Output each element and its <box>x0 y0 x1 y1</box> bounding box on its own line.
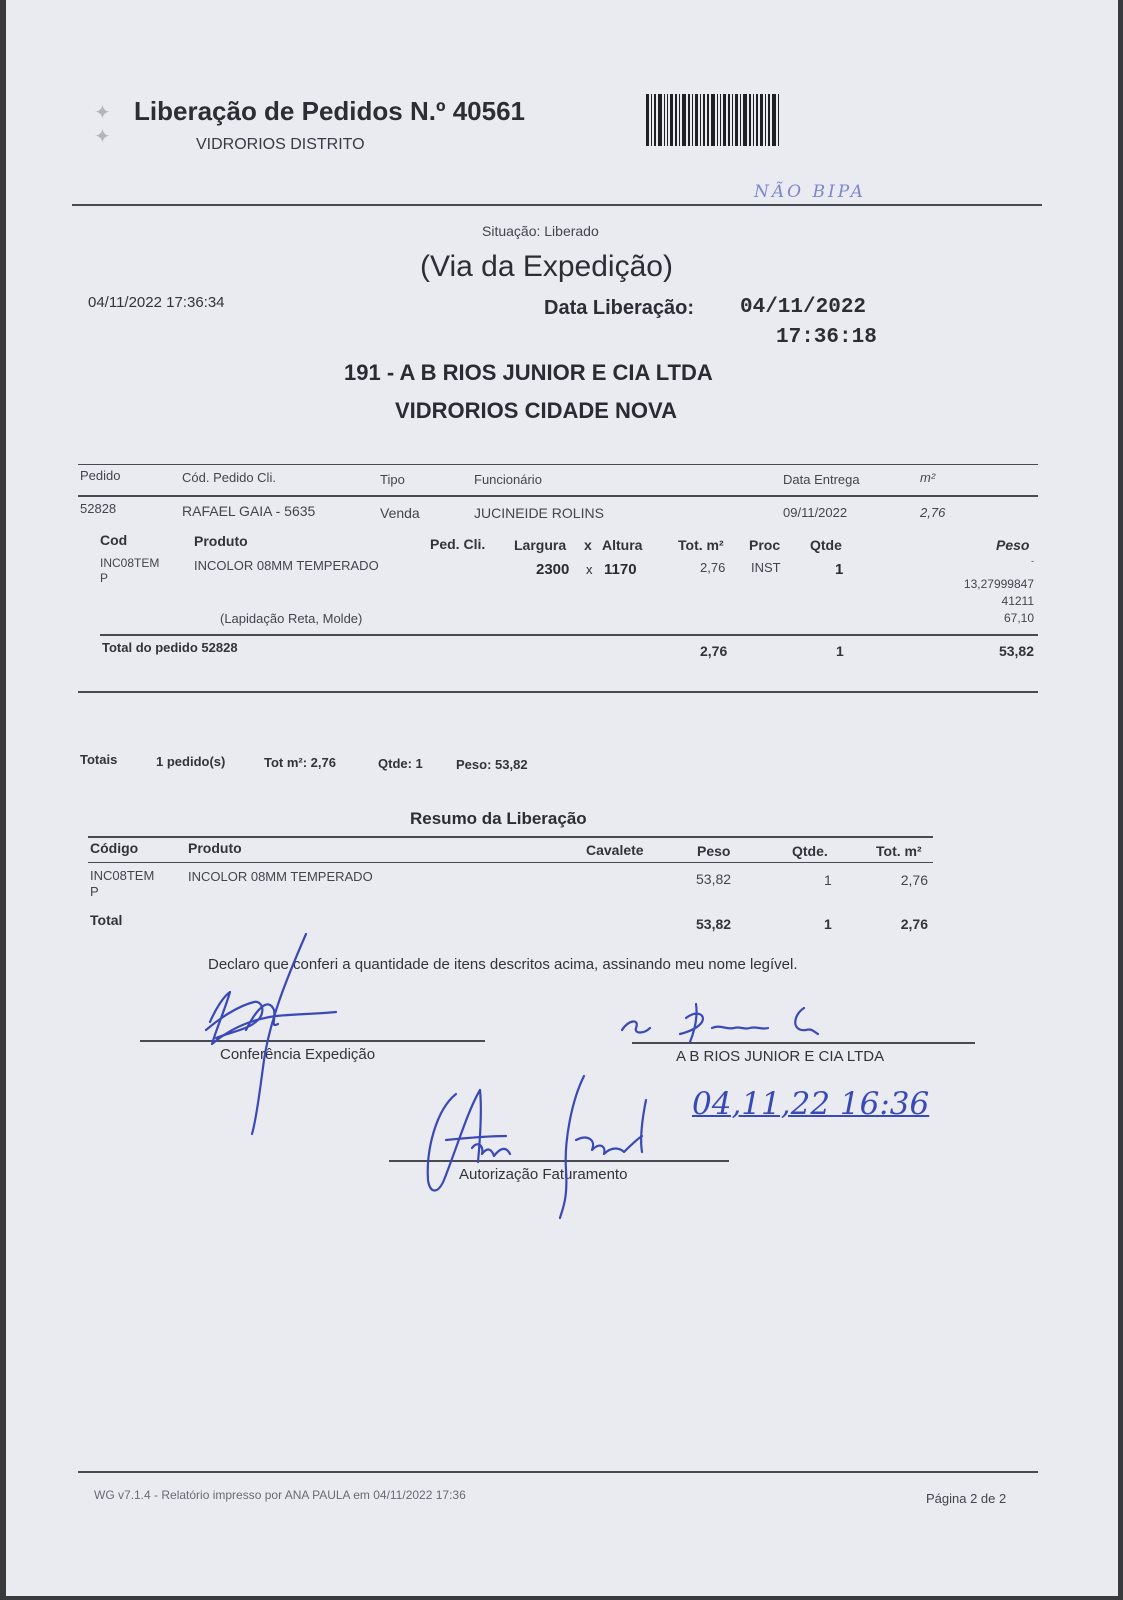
summary-col-cavalete: Cavalete <box>586 842 644 858</box>
item-processing: (Lapidação Reta, Molde) <box>220 611 363 626</box>
branch-name: VIDRORIOS DISTRITO <box>196 136 365 153</box>
barcode-bar <box>667 94 668 146</box>
footer-printed-by: WG v7.1.4 - Relatório impresso por ANA PAULA em 04/11/2022 17:36 <box>94 1488 466 1502</box>
item-weight-line2: 41211 <box>1001 594 1034 608</box>
barcode-bar <box>658 94 662 146</box>
item-col-proc: Proc <box>749 537 781 553</box>
totals-weight: Peso: 53,82 <box>456 757 528 772</box>
barcode-bar <box>778 94 779 146</box>
totals-orders: 1 pedido(s) <box>156 754 226 769</box>
col-tipo-label: Tipo <box>380 472 405 487</box>
summary-weight: 53,82 <box>696 871 732 887</box>
footer-page: Página 2 de 2 <box>926 1491 1007 1506</box>
summary-col-qtde: Qtde. <box>792 843 828 859</box>
summary-total-weight: 53,82 <box>696 916 732 932</box>
stamp-mark-icon: ✦ <box>94 126 111 148</box>
header-divider <box>72 204 1042 206</box>
barcode-bar <box>675 94 677 146</box>
barcode-bar <box>651 94 652 146</box>
signature-autorizacao-drawing <box>416 1070 656 1220</box>
signature-label-cliente: A B RIOS JUNIOR E CIA LTDA <box>676 1048 885 1065</box>
barcode-bar <box>735 94 738 146</box>
barcode-bar <box>703 94 705 146</box>
summary-col-codigo: Código <box>90 840 139 856</box>
copy-label: (Via da Expedição) <box>420 250 673 283</box>
order-total-m2: 2,76 <box>700 643 728 659</box>
order-m2: 2,76 <box>920 505 946 520</box>
col-m2-label: m² <box>920 470 936 485</box>
status-text: Situação: Liberado <box>482 223 599 239</box>
barcode-bar <box>749 94 751 146</box>
barcode-bar <box>720 94 721 146</box>
delivery-date: 09/11/2022 <box>783 505 848 520</box>
col-cod-pedido-label: Cód. Pedido Cli. <box>182 470 276 485</box>
employee-name: JUCINEIDE ROLINS <box>474 505 604 521</box>
item-col-cod: Cod <box>100 532 128 548</box>
client-store: VIDRORIOS CIDADE NOVA <box>395 398 677 423</box>
footer-line <box>78 1471 1038 1473</box>
barcode-bar <box>728 94 730 146</box>
totals-m2: Tot m²: 2,76 <box>264 755 336 770</box>
client-name: 191 - A B RIOS JUNIOR E CIA LTDA <box>344 360 713 385</box>
barcode-bar <box>753 94 754 146</box>
barcode-bar <box>646 94 649 146</box>
declaration-text: Declaro que conferi a quantidade de itens descritos acima, assinando meu nome legível. <box>208 956 798 973</box>
release-date: 04/11/2022 <box>740 296 867 319</box>
item-col-produto: Produto <box>194 533 248 549</box>
item-qty: 1 <box>835 561 844 578</box>
item-proc: INST <box>751 560 781 575</box>
order-total-weight: 53,82 <box>998 643 1034 659</box>
barcode-bar <box>743 94 747 146</box>
barcode-bar <box>772 94 776 146</box>
barcode-bar <box>688 94 690 146</box>
barcode-bar <box>664 94 665 146</box>
order-header-line <box>78 495 1038 497</box>
item-code-line1: INC08TEM <box>100 556 160 570</box>
barcode-bar <box>700 94 701 146</box>
document-page <box>6 0 1118 1596</box>
summary-top-line <box>88 836 933 838</box>
item-product: INCOLOR 08MM TEMPERADO <box>194 558 379 573</box>
summary-m2: 2,76 <box>900 872 928 888</box>
summary-qty: 1 <box>824 872 832 888</box>
totals-label: Totais <box>80 752 118 767</box>
barcode-bar <box>695 94 698 146</box>
barcode-bar <box>768 94 770 146</box>
summary-title: Resumo da Liberação <box>410 809 587 828</box>
stamp-mark-icon: ✦ <box>94 102 111 124</box>
printed-timestamp: 04/11/2022 17:36:34 <box>88 294 225 311</box>
item-col-altura: Altura <box>602 537 643 553</box>
order-total-qty: 1 <box>836 643 844 659</box>
col-funcionario-label: Funcionário <box>474 472 542 487</box>
summary-col-tot-m2: Tot. m² <box>876 843 922 859</box>
barcode-bar <box>765 94 766 146</box>
summary-product: INCOLOR 08MM TEMPERADO <box>188 869 373 884</box>
item-weight-line3: 67,10 <box>1003 611 1034 625</box>
barcode-bar <box>711 94 715 146</box>
item-col-tot-m2: Tot. m² <box>678 537 724 553</box>
col-pedido-label: Pedido <box>80 468 121 483</box>
col-data-entrega-label: Data Entrega <box>783 472 860 487</box>
barcode <box>646 94 818 146</box>
barcode-bar <box>756 94 758 146</box>
order-number: 52828 <box>80 501 117 516</box>
release-label: Data Liberação: <box>544 297 695 319</box>
barcode-bar <box>740 94 741 146</box>
item-tot-m2: 2,76 <box>700 560 726 575</box>
order-bottom-line <box>78 691 1038 693</box>
signature-conferencia-drawing <box>186 920 346 1140</box>
summary-code-line2: P <box>90 884 99 899</box>
barcode-bar <box>682 94 686 146</box>
barcode-bar <box>654 94 656 146</box>
barcode-bar <box>692 94 693 146</box>
barcode-bar <box>760 94 763 146</box>
item-x: x <box>586 562 593 577</box>
item-col-peso: Peso <box>996 537 1030 553</box>
release-time: 17:36:18 <box>776 326 877 349</box>
barcode-bar <box>717 94 718 146</box>
signature-cliente-drawing <box>616 998 836 1048</box>
item-code-line2: P <box>100 571 109 585</box>
item-weight-mark: - <box>1031 556 1034 566</box>
order-total-label: Total do pedido 52828 <box>102 640 238 655</box>
totals-qty: Qtde: 1 <box>378 756 423 771</box>
barcode-bar <box>670 94 673 146</box>
item-width: 2300 <box>536 561 570 578</box>
item-col-largura: Largura <box>514 537 567 553</box>
barcode-bar <box>732 94 733 146</box>
item-weight-line1: 13,27999847 <box>963 577 1034 591</box>
item-col-ped-cli: Ped. Cli. <box>430 536 486 552</box>
summary-total-qty: 1 <box>824 916 832 932</box>
order-type: Venda <box>380 505 420 521</box>
summary-header-line <box>88 862 933 863</box>
signature-label-conferencia: Conferência Expedição <box>220 1046 376 1063</box>
order-total-line <box>100 634 1038 636</box>
summary-code-line1: INC08TEM <box>90 868 155 883</box>
item-col-x: x <box>584 537 592 553</box>
document-title: Liberação de Pedidos N.º 40561 <box>134 96 525 126</box>
barcode-bar <box>707 94 709 146</box>
client-order-code: RAFAEL GAIA - 5635 <box>182 503 316 519</box>
summary-total-label: Total <box>90 912 123 928</box>
handwritten-datetime: 04,11,22 16:36 <box>692 1086 930 1122</box>
summary-col-peso: Peso <box>697 843 731 859</box>
signature-label-autorizacao: Autorização Faturamento <box>459 1166 628 1183</box>
handwritten-note: NÃO BIPA <box>754 182 866 202</box>
barcode-bar <box>679 94 680 146</box>
order-top-line <box>78 464 1038 465</box>
item-col-qtde: Qtde <box>810 537 842 553</box>
item-height: 1170 <box>604 561 637 578</box>
summary-col-produto: Produto <box>188 840 242 856</box>
summary-total-m2: 2,76 <box>900 916 928 932</box>
barcode-bar <box>723 94 726 146</box>
